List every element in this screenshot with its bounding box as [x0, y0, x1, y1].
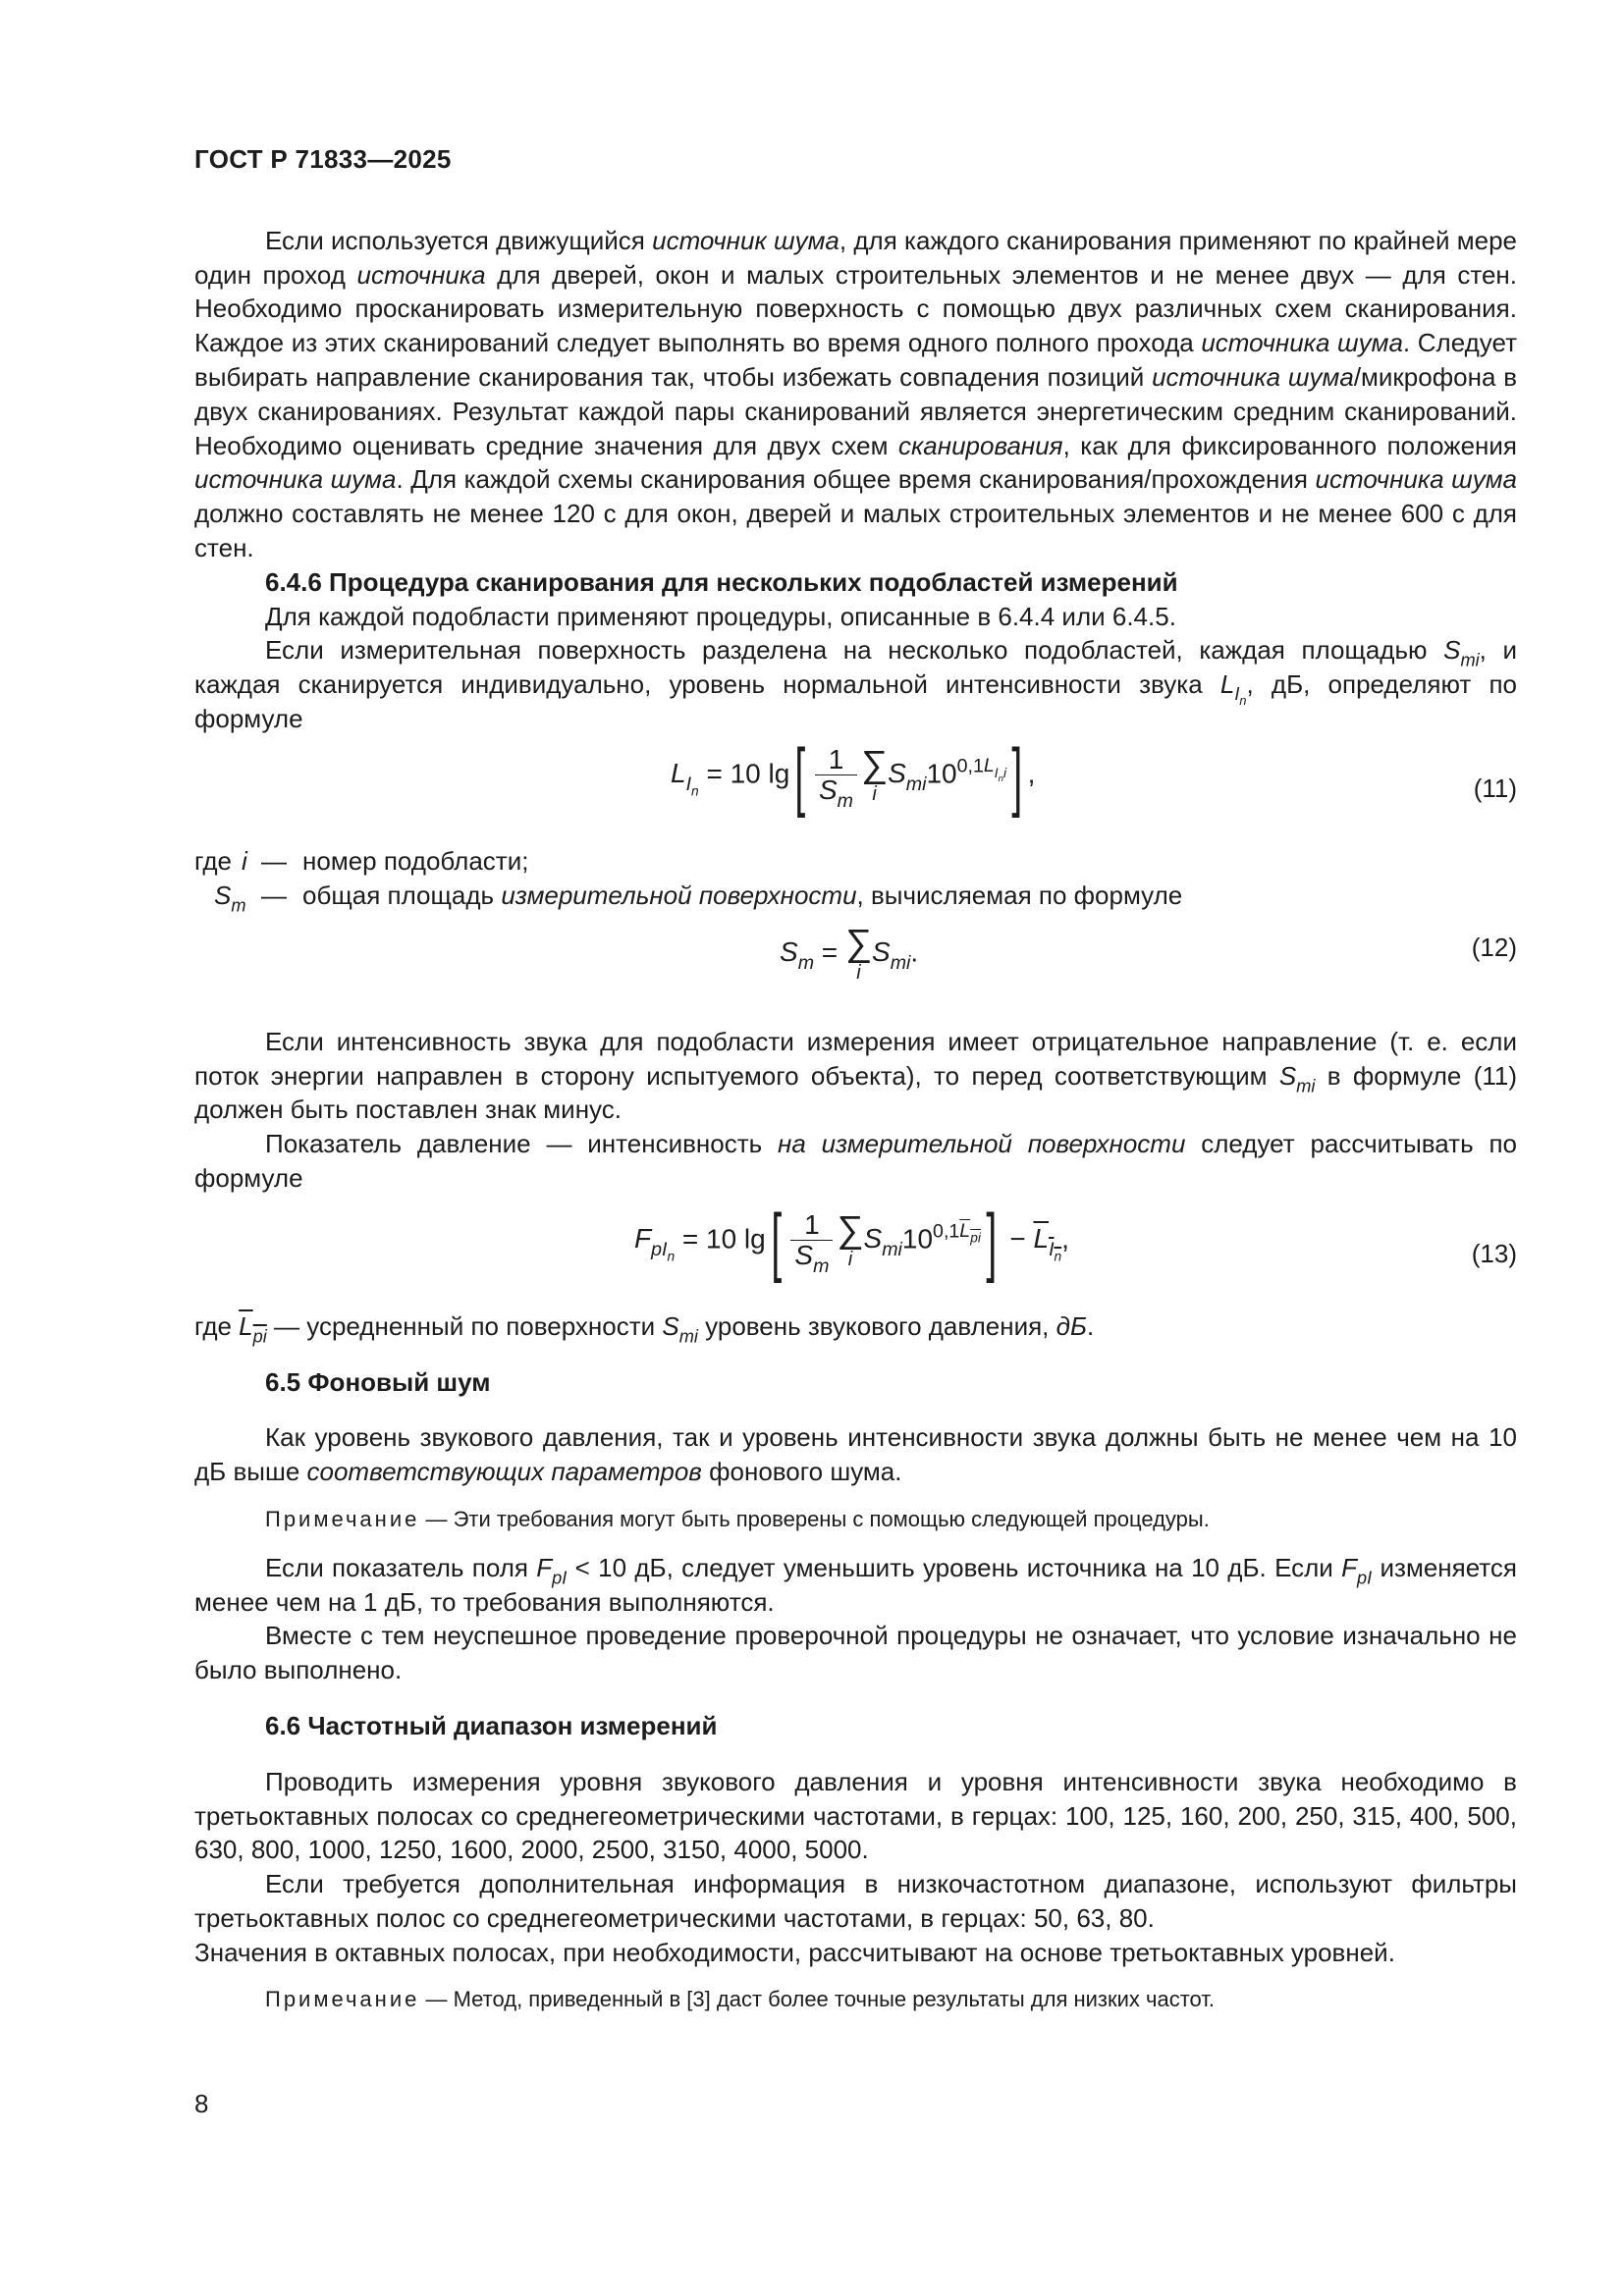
formula-13-math: $F_{pI_n} = 10$ lg[ $\frac{1}{S_m}$ ∑ i $S_{mi}10^{0,1L_{pi}}] - L_{I_n}$, — [634, 1197, 1069, 1284]
paragraph-negative-direction: Если интенсивность звука для подобласти измерения имеет отрицательное направление (т. е. если поток энергии направлен в сторону испытуемого объекта), то перед соответствующим $S_{mi}$ в формуле (11) должен быть поставлен знак минус. — [194, 1026, 1518, 1125]
equation-number-13: (13) — [1471, 1238, 1517, 1268]
page-number: 8 — [194, 2089, 209, 2118]
paragraph-low-frequency: Если требуется дополнительная информация в низкочастотном диапазоне, используют фильтры третьоктавных полос со среднегеометрическими частотами, в герцах: 50, 63, 80. — [194, 1869, 1517, 1933]
formula-11-math: $L_{I_n} = 10$ lg[ $\frac{1}{S_m}$ ∑ i $S_{mi}10^{0,1L_{I_ni}}$] , — [671, 731, 1036, 819]
paragraph-procedures: Для каждой подобласти применяют процедуры, описанные в 6.4.4 или 6.4.5. — [265, 601, 1176, 631]
paragraph-third-octave: Проводить измерения уровня звукового давления и уровня интенсивности звука необходимо в третьоктавных полосах со среднегеометрическими частотами, в герцах: 100, 125, 160, 200, 250, 315, 400, 500, 630, 800, 1000, 1250, 1600, 2000, 2500, 3150, 4000, 5000. — [194, 1766, 1517, 1865]
formula-13 — [194, 1197, 1517, 1309]
section-heading-6-6: 6.6 Частотный диапазон измерений — [265, 1710, 718, 1740]
paragraph-field-index: Если показатель поля $F_{pI} < 10$ дБ, следует уменьшить уровень источника на 10 дБ. Если $F_{pI}$ изменяется менее чем на 1 дБ, то требования выполняются. — [194, 1552, 1518, 1617]
formula-11 — [194, 731, 1517, 844]
equation-number-12: (12) — [1471, 932, 1517, 962]
section-heading-6-4-6: 6.4.6 Процедура сканирования для нескольких подобластей измерений — [265, 566, 1178, 597]
formula-12 — [194, 922, 1517, 1003]
paragraph-moving-source: Если используется движущийся источник шума, для каждого сканирования применяют по крайней мере один проход источника для дверей, окон и малых строительных элементов и не менее двух — для стен. Необходимо просканировать измерительную поверхность с помощью двух различных схем сканирования. Каждое из этих сканирований следует выполнять во время одного полного прохода источника шума. Следует выбирать направление сканирования так, чтобы избежать совпадения позиций источника шума/микрофона в двух сканированиях. Результат каждой пары сканирований является энергетическим средним сканирований. Необходимо оценивать средние значения для двух схем сканирования, как для фиксированного положения источника шума. Для каждой схемы сканирования общее время сканирования/прохождения источника шума должно составлять не менее 120 с для окон, дверей и малых строительных элементов и не менее 600 с для стен. — [194, 225, 1518, 562]
paragraph-octave-bands: Значения в октавных полосах, при необходимости, рассчитывают на основе третьоктавных уровней. — [194, 1937, 1395, 1967]
where-sm: $S_m$ — общая площадь измерительной поверхности, вычисляемая по формуле — [214, 880, 1183, 916]
equation-number-11: (11) — [1473, 773, 1517, 803]
paragraph-background-noise: Как уровень звукового давления, так и уровень интенсивности звука должны быть не менее чем на 10 дБ выше соответствующих параметров фонового шума. — [194, 1422, 1517, 1487]
formula-12-math: $S_m$ = ∑ i $S_{mi}$. — [780, 922, 919, 984]
where-i: где i — номер подобласти; — [194, 845, 529, 876]
note-background-check: Примечание — Эти требования могут быть проверены с помощью следующей процедуры. — [265, 1506, 1210, 1531]
where-lpi: где $L_{pi}$ — усредненный по поверхности $S_{mi}$ уровень звукового давления, дБ. — [194, 1310, 1095, 1346]
note-method: Примечание — Метод, приведенный в [3] даст более точные результаты для низких частот. — [265, 1987, 1216, 2012]
document-page — [194, 142, 1517, 2031]
paragraph-unsuccessful-check: Вместе с тем неуспешное проведение проверочной процедуры не означает, что условие изначально не было выполнено. — [194, 1621, 1517, 1685]
section-heading-6-5: 6.5 Фоновый шум — [265, 1366, 491, 1397]
document-header: ГОСТ Р 71833—2025 — [194, 144, 452, 174]
paragraph-subareas: Если измерительная поверхность разделена на несколько подобластей, каждая площадью $S_{mi}$, и каждая сканируется индивидуально, уровень нормальной интенсивности звука $L_{I_n}$, дБ, определяют по формуле — [194, 635, 1517, 733]
paragraph-pressure-index: Показатель давление — интенсивность на измерительной поверхности следует рассчитывать по формуле — [194, 1129, 1517, 1193]
